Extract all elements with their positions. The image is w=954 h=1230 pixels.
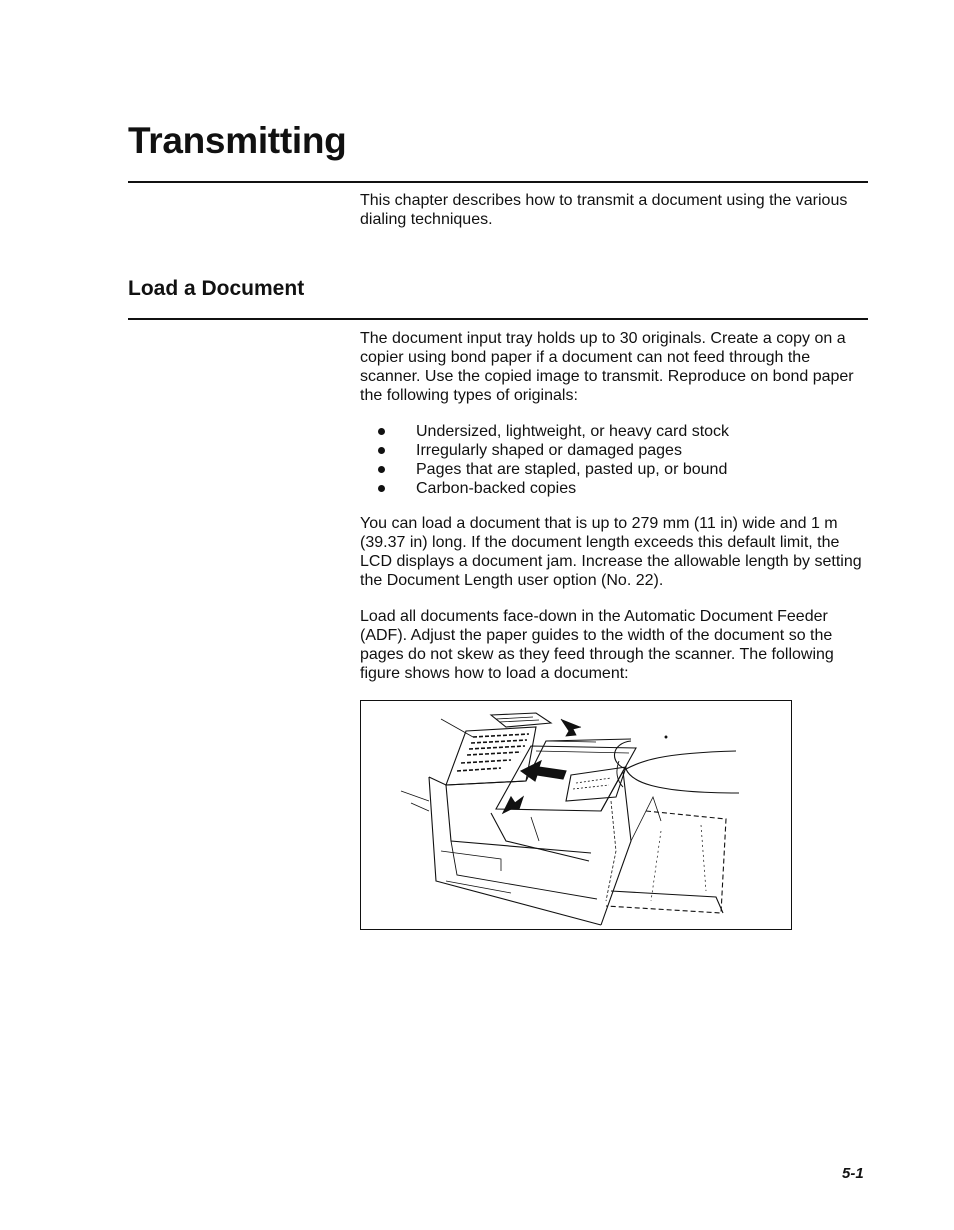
fax-machine-illustration — [361, 701, 790, 928]
paragraph-input-tray: The document input tray holds up to 30 originals. Create a copy on a copier using bond paper if a document can not feed through the scanner. Use the copied image to transmit. Reproduce on bond paper the following types of originals: — [360, 330, 854, 404]
paragraph-document-size: You can load a document that is up to 279 mm (11 in) wide and 1 m (39.37 in) long. If the document length exceeds this default limit, the LCD displays a document jam. Increase the allowable length by setting the Document Length user option (No. 22). — [360, 515, 862, 589]
list-item — [360, 479, 860, 498]
paragraph-load-adf: Load all documents face-down in the Automatic Document Feeder (ADF). Adjust the paper guides to the width of the document so the pages do not skew as they feed through the scanner. The following figure shows how to load a document: — [360, 608, 834, 682]
chapter-title: Transmitting — [128, 120, 347, 161]
section-rule — [128, 318, 868, 320]
bullet-icon — [378, 485, 385, 492]
list-item-text: Irregularly shaped or damaged pages — [416, 442, 682, 459]
load-document-figure — [360, 700, 792, 930]
originals-list — [360, 422, 860, 498]
bullet-icon — [378, 447, 385, 454]
section-heading: Load a Document — [128, 277, 305, 300]
chapter-rule — [128, 181, 868, 183]
chapter-intro: This chapter describes how to transmit a document using the various dialing techniques. — [360, 192, 848, 228]
list-item-text: Carbon-backed copies — [416, 480, 577, 497]
bullet-icon — [378, 428, 385, 435]
page-number: 5-1 — [842, 1165, 864, 1182]
list-item-text: Pages that are stapled, pasted up, or bound — [416, 461, 728, 478]
list-item — [360, 441, 860, 460]
list-item — [360, 460, 860, 479]
bullet-icon — [378, 466, 385, 473]
list-item — [360, 422, 860, 441]
list-item-text: Undersized, lightweight, or heavy card stock — [416, 423, 730, 440]
